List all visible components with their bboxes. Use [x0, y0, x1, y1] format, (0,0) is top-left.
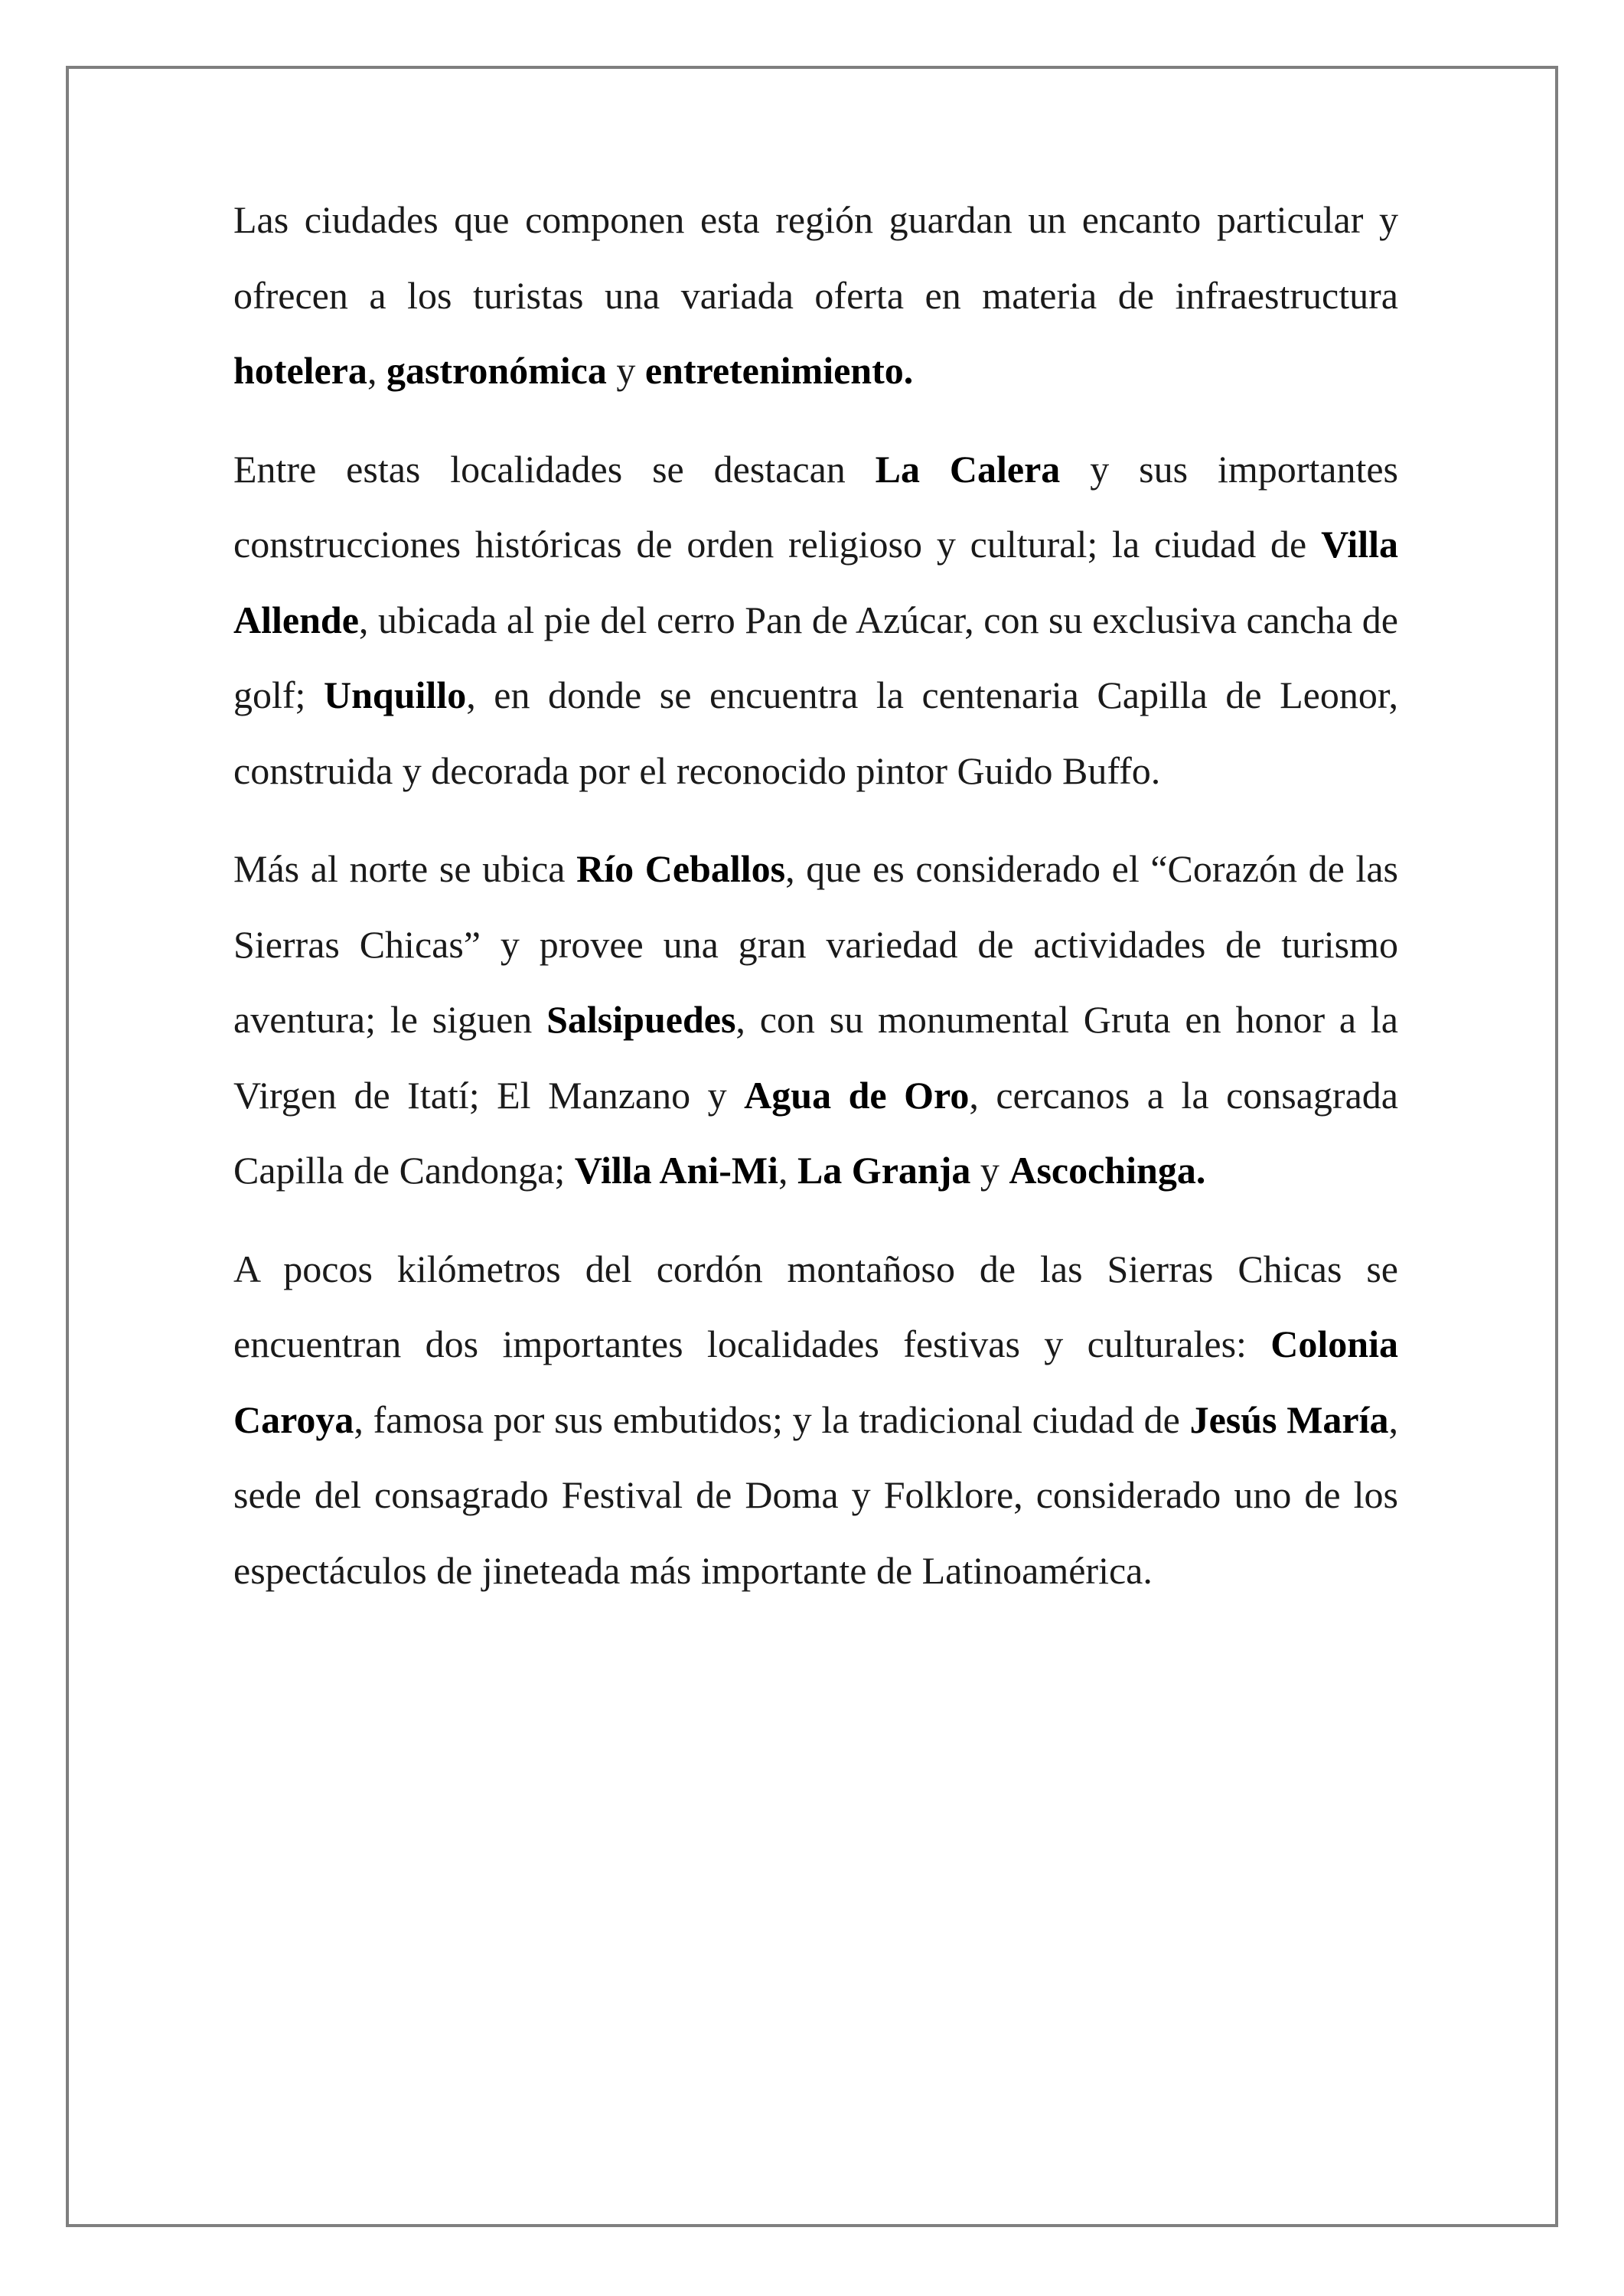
- text-segment: , ubicada al pie del cerro Pan de Azúcar, con su exclusiva cancha de golf;: [233, 598, 1408, 716]
- document-body: [233, 182, 1408, 1631]
- text-segment: Más al norte se ubica: [233, 847, 577, 890]
- text-segment: , que es considerado el “Corazón de las Sierras Chicas” y provee una gran variedad de actividades de turismo aventura; le siguen: [233, 847, 1408, 1041]
- bold-term-ascochinga: Ascochinga.: [1009, 1149, 1206, 1192]
- bold-term-villa-allende: Villa Allende: [233, 523, 1406, 641]
- text-segment: , famosa por sus embutidos; y la tradicional ciudad de: [354, 1397, 1190, 1441]
- text-segment: y: [606, 349, 645, 392]
- text-segment: , en donde se encuentra la centenaria Capilla de Leonor, construida y decorada por el reconocido pintor Guido Buffo.: [233, 673, 1408, 792]
- text-segment: ,: [778, 1149, 797, 1192]
- paragraph-1: [233, 182, 1408, 409]
- bold-term-unquillo: Unquillo: [324, 673, 467, 716]
- text-segment: y: [970, 1149, 1009, 1192]
- bold-term-gastronomica: gastronómica: [386, 349, 607, 392]
- bold-term-salsipuedes: Salsipuedes: [546, 998, 736, 1041]
- paragraph-4: [233, 1231, 1408, 1609]
- text-segment: ,: [367, 349, 386, 392]
- text-segment: y sus importantes construcciones históricas de orden religioso y cultural; la ciudad de: [233, 447, 1408, 566]
- bold-term-entretenimiento: entretenimiento.: [644, 349, 914, 392]
- bold-term-rio-ceballos: Río Ceballos: [576, 847, 786, 890]
- text-segment: Entre estas localidades se destacan: [233, 447, 876, 491]
- text-segment: Las ciudades que componen esta región guardan un encanto particular y ofrecen a los turistas una variada oferta en materia de infraestructura: [233, 198, 1408, 317]
- bold-term-la-granja: La Granja: [797, 1149, 971, 1192]
- text-segment: , con su monumental Gruta en honor a la Virgen de Itatí; El Manzano y: [233, 998, 1407, 1117]
- text-segment: A pocos kilómetros del cordón montañoso de las Sierras Chicas se encuentran dos importantes localidades festivas y culturales:: [233, 1247, 1408, 1365]
- bold-term-jesus-maria: Jesús María: [1189, 1397, 1389, 1441]
- bold-term-colonia-caroya: Colonia Caroya: [233, 1322, 1408, 1441]
- bold-term-villa-ani-mi: Villa Ani-Mi: [574, 1149, 778, 1192]
- bold-term-la-calera: La Calera: [875, 447, 1061, 491]
- text-segment: , sede del consagrado Festival de Doma y Folklore, considerado uno de los espectáculos de jineteada más importante de Latinoamérica.: [233, 1397, 1408, 1592]
- paragraph-3: [233, 831, 1408, 1208]
- text-segment: , cercanos a la consagrada Capilla de Candonga;: [233, 1073, 1408, 1192]
- bold-term-agua-de-oro: Agua de Oro: [744, 1073, 970, 1117]
- bold-term-hotelera: hotelera: [233, 349, 367, 392]
- paragraph-2: [233, 432, 1408, 809]
